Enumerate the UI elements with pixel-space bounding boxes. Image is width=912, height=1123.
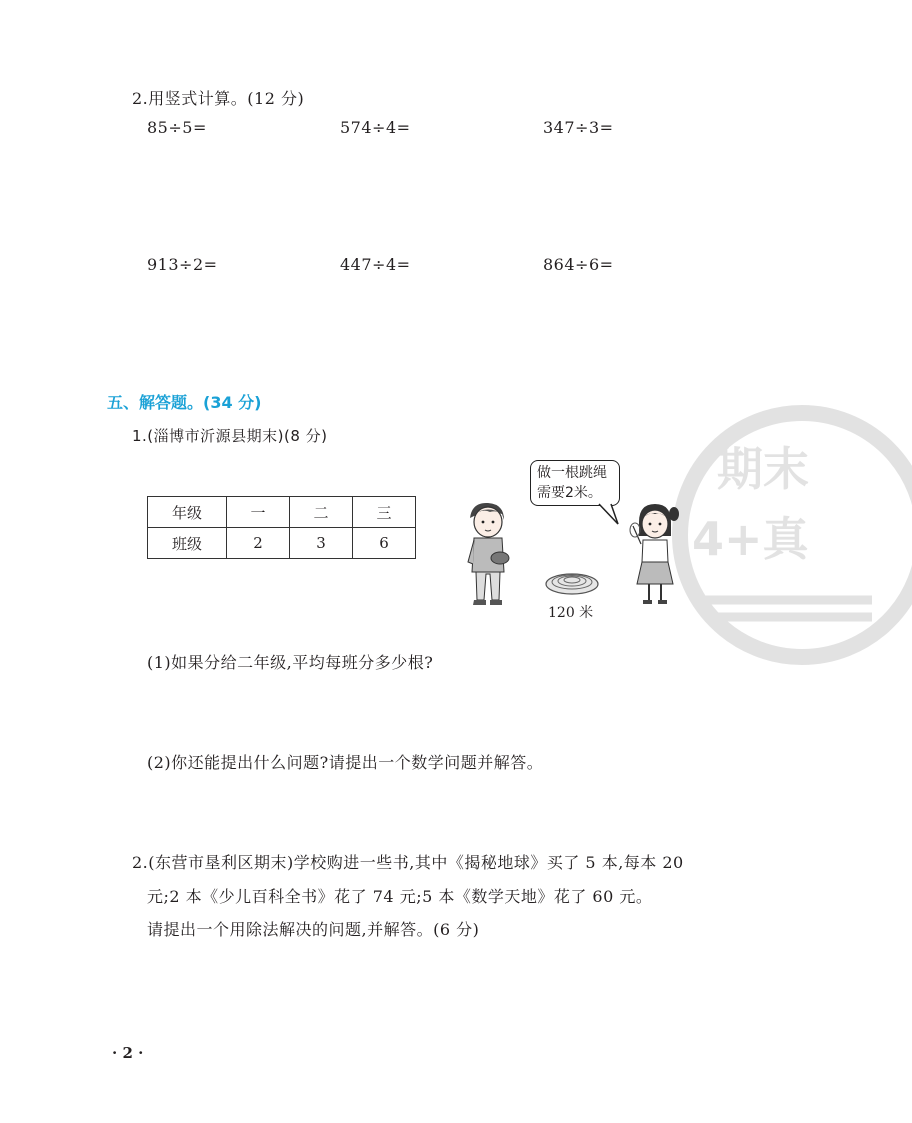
question-heading: 1.(淄博市沂源县期末)(8 分) [132,427,328,445]
girl-illustration [625,500,685,612]
table-cell: 年级 [148,497,227,528]
calc-problem: 347÷3= [543,118,614,137]
table-row [148,497,416,528]
table-cell: 6 [353,528,416,559]
rope-coil-illustration [543,568,601,600]
boy-illustration [460,500,520,612]
calc-problem: 447÷4= [340,255,411,274]
calc-title: 2.用竖式计算。(12 分) [132,89,305,108]
question-2-line-1: 2.(东营市垦利区期末)学校购进一些书,其中《揭秘地球》买了 5 本,每本 20 [132,853,684,872]
calc-problem: 574÷4= [340,118,411,137]
speech-bubble: 做一根跳绳需要2米。 [530,460,620,506]
svg-text:4+真: 4+真 [692,512,809,566]
speech-bubble-tail [598,504,620,530]
page-number: · 2 · [112,1044,144,1062]
table-cell: 二 [290,497,353,528]
table-row [148,528,416,559]
calc-problem: 85÷5= [147,118,207,137]
calc-problem: 864÷6= [543,255,614,274]
table-cell: 三 [353,497,416,528]
question-2-line-3: 请提出一个用除法解决的问题,并解答。(6 分) [147,920,480,939]
sub-question-1: (1)如果分给二年级,平均每班分多少根? [147,653,434,672]
watermark-seal [672,385,912,675]
table-cell: 班级 [148,528,227,559]
grade-class-table [147,496,416,559]
rope-length-label: 120 米 [548,605,594,621]
svg-text:期末: 期末 [717,442,809,496]
table-cell: 3 [290,528,353,559]
section-heading: 五、解答题。(34 分) [107,393,262,412]
calc-problem: 913÷2= [147,255,218,274]
table-cell: 2 [227,528,290,559]
question-2-line-2: 元;2 本《少儿百科全书》花了 74 元;5 本《数学天地》花了 60 元。 [147,887,653,906]
sub-question-2: (2)你还能提出什么问题?请提出一个数学问题并解答。 [147,753,544,772]
table-cell: 一 [227,497,290,528]
